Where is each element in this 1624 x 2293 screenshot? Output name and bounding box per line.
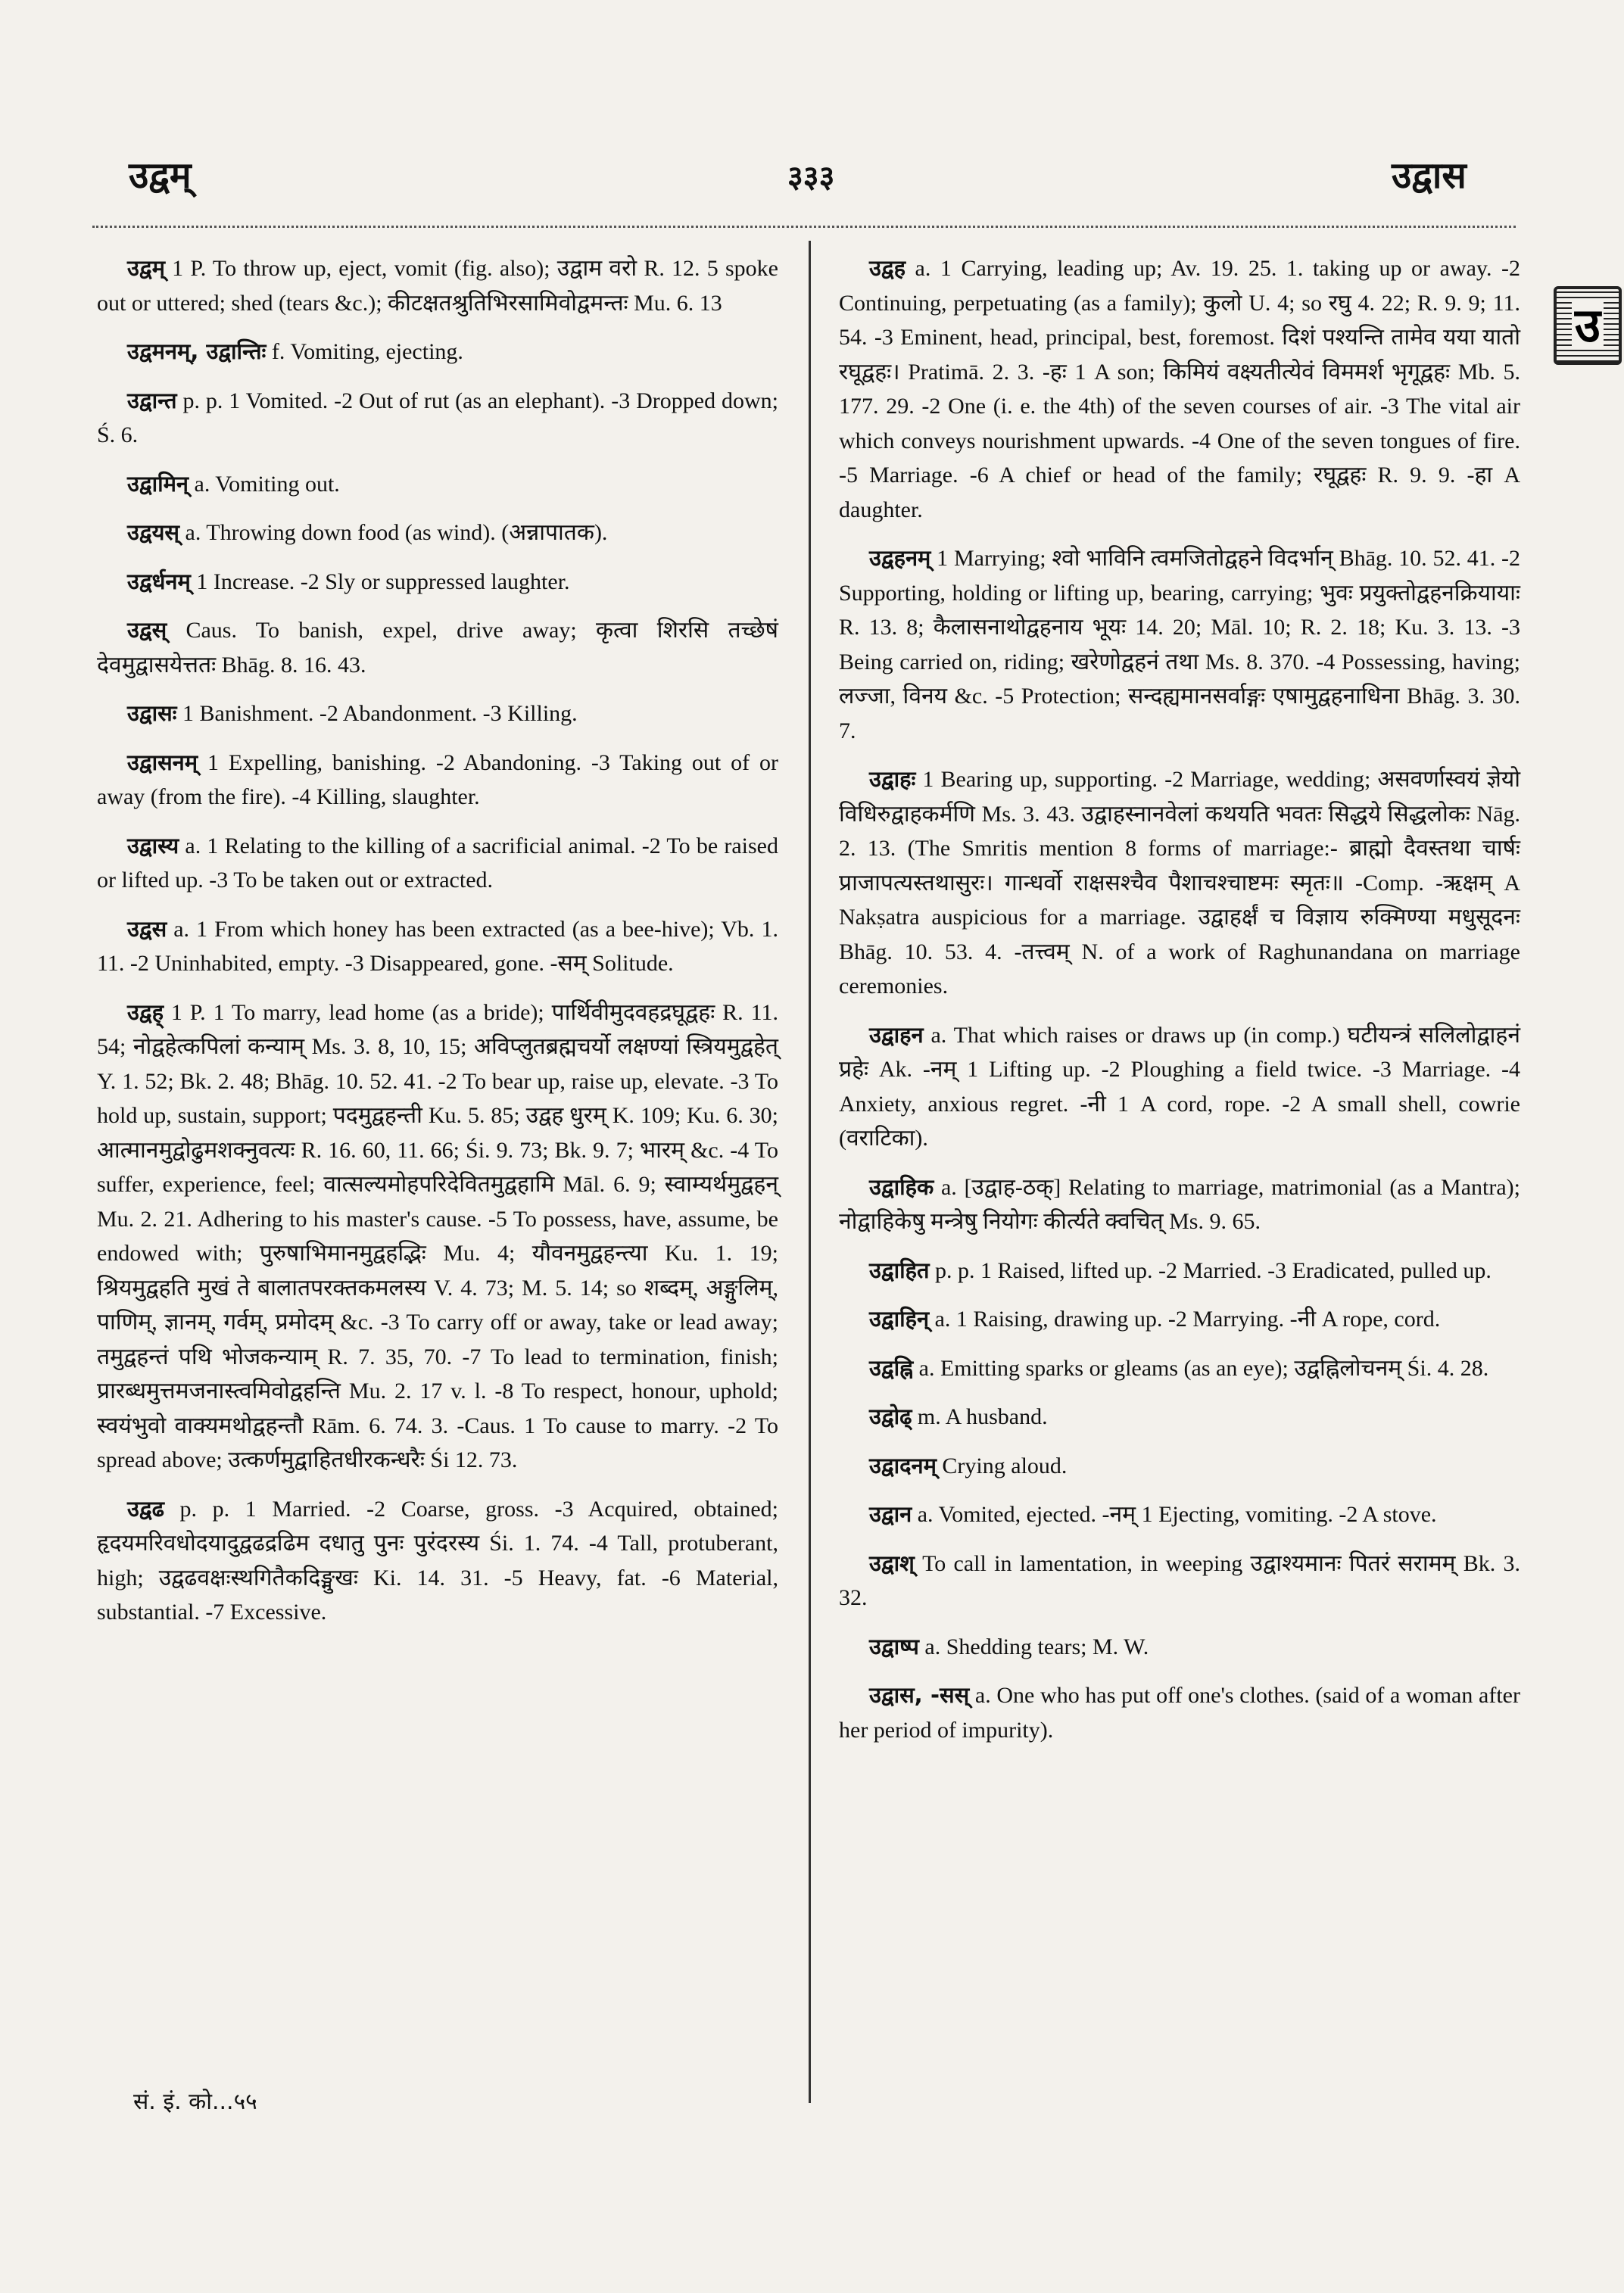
- thumb-index-letter: उ: [1572, 301, 1604, 350]
- dictionary-entry: [97, 746, 778, 815]
- entry-headword: उद्वह: [869, 255, 906, 281]
- dictionary-entry: [97, 829, 778, 898]
- column-divider: [809, 241, 811, 2103]
- dictionary-entry: [97, 251, 778, 320]
- dictionary-entry: [97, 696, 778, 731]
- header-rule: [92, 226, 1516, 228]
- entry-headword: उद्वस्: [127, 617, 167, 643]
- entry-definition: Crying aloud.: [936, 1453, 1068, 1478]
- dictionary-entry: [839, 1351, 1520, 1386]
- entry-definition: m. A husband.: [912, 1404, 1048, 1429]
- entry-headword: उद्वास, -सस्: [869, 1682, 970, 1708]
- entry-headword: उद्वादनम्: [869, 1452, 937, 1478]
- entry-definition: a. 1 Carrying, leading up; Av. 19. 25. 1. taking up or away. -2 Continuing, perpetuating (as a family); कुलो U. 4; so रघु 4. 22; R. 9. 9; 11. 54. -3 Eminent, head, principal, best, foremost. दिशं पश्यन्ति तामेव यया यातो रघूद्वहः। Pratimā. 2. 3. -हः 1 A son; किमियं वक्ष्यतीत्येवं विममर्श भृगूद्वहः Mb. 5. 177. 29. -2 One (i. e. the 4th) of the seven courses of air. -3 The vital air which conveys nourishment upwards. -4 One of the seven tongues of fire. -5 Marriage. -6 A chief or head of the family; रघूद्वहः R. 9. 9. -हा A daughter.: [839, 256, 1520, 522]
- dictionary-entry: [97, 613, 778, 682]
- dictionary-entry: [839, 1497, 1520, 1532]
- entry-definition: a. That which raises or draws up (in comp.) घटीयन्त्रं सलिलोद्वाहनं प्रहेः Ak. -नम् 1 Lifting up. -2 Ploughing a field twice. -3 Marriage. -4 Anxiety, anxious regret. -नी 1 A cord, rope. -2 A small shell, cowrie (वराटिका).: [839, 1022, 1520, 1151]
- dictionary-entry: [839, 1400, 1520, 1435]
- entry-definition: To call in lamentation, in weeping उद्वाश्यमानः पितरं सरामम् Bk. 3. 32.: [839, 1550, 1520, 1610]
- dictionary-entry: [97, 467, 778, 502]
- dictionary-entry: [97, 516, 778, 550]
- left-column: [97, 251, 778, 1644]
- entry-definition: a. Vomiting out.: [189, 471, 340, 497]
- dictionary-entry: [839, 1018, 1520, 1156]
- entry-headword: उद्वह्नि: [869, 1354, 914, 1381]
- dictionary-entry: [97, 335, 778, 369]
- running-head-right: उद्वास: [1392, 154, 1467, 197]
- entry-definition: a. 1 From which honey has been extracted (as a bee-hive); Vb. 1. 11. -2 Uninhabited, empty. -3 Disappeared, gone. -सम् Solitude.: [97, 916, 778, 976]
- entry-definition: p. p. 1 Married. -2 Coarse, gross. -3 Acquired, obtained; हृदयमरिवधोदयादुद्वढद्रढिम दधातु पुनः पुरंदरस्य Śi. 1. 74. -4 Tall, protuberant, high; उद्वढवक्षःस्थगितैकदिङ्मुखः Ki. 14. 31. -5 Heavy, fat. -6 Material, substantial. -7 Excessive.: [97, 1496, 778, 1625]
- entry-definition: a. Shedding tears; M. W.: [918, 1634, 1149, 1659]
- entry-definition: 1 Increase. -2 Sly or suppressed laughter.: [190, 569, 570, 594]
- entry-definition: p. p. 1 Vomited. -2 Out of rut (as an elephant). -3 Dropped down; Ś. 6.: [97, 388, 778, 447]
- entry-definition: Caus. To banish, expel, drive away; कृत्वा शिरसि तच्छेषं देवमुद्वासयेत्ततः Bhāg. 8. 16. 43.: [97, 618, 778, 678]
- dictionary-entry: [839, 541, 1520, 748]
- entry-headword: उद्वान्त: [127, 387, 177, 413]
- entry-headword: उद्वयस्: [127, 519, 179, 545]
- entry-definition: 1 P. 1 To marry, lead home (as a bride); पार्थिवीमुदवहद्रघूद्वहः R. 11. 54; नोद्वहेत्कपिलां कन्याम् Ms. 3. 8, 10, 15; अविप्लुतब्रह्मचर्यो लक्षण्यां स्त्रियमुद्वहेत् Y. 1. 52; Bk. 2. 48; Bhāg. 10. 52. 41. -2 To bear up, raise up, elevate. -3 To hold up, sustain, support; पदमुद्वहन्ती Ku. 5. 85; उद्वह धुरम् K. 109; Ku. 6. 30; आत्मानमुद्वोढुमशक्नुवत्यः R. 16. 60, 11. 66; Śi. 9. 73; Bk. 9. 7; भारम् &c. -4 To suffer, experience, feel; वात्सल्यमोहपरिदेवितमुद्वहामि Māl. 6. 9; स्वाम्यर्थमुद्वहन् Mu. 2. 21. Adhering to his master's cause. -5 To possess, have, assume, be endowed with; पुरुषाभिमानमुद्वहद्भिः Mu. 4; यौवनमुद्वहन्त्या Ku. 1. 19; श्रियमुद्वहति मुखं ते बालातपरक्तकमलस्य V. 4. 73; M. 5. 14; so शब्दम्, अङ्गुलिम्, पाणिम्, ज्ञानम्, गर्वम्, प्रमोदम् &c. -3 To carry off or away, take or lead away; तमुद्वहन्तं पथि भोजकन्याम् R. 7. 35, 70. -7 To lead to termination, finish; प्रारब्धमुत्तमजनास्त्वमिवोद्वहन्ति Mu. 2. 17 v. l. -8 To respect, honour, uphold; स्वयंभुवो वाक्यमथोद्वहन्तौ Rām. 6. 74. 3. -Caus. 1 To cause to marry. -2 To spread above; उत्कर्णमुद्वाहितधीरकन्धरैः Śi 12. 73.: [97, 999, 778, 1472]
- entry-headword: उद्वस: [127, 915, 167, 942]
- entry-definition: 1 Expelling, banishing. -2 Abandoning. -3 Taking out of or away (from the fire). -4 Killing, slaughter.: [97, 749, 778, 809]
- dictionary-entry: [839, 1170, 1520, 1239]
- entry-headword: उद्वाहन: [869, 1021, 924, 1048]
- entry-definition: a. Emitting sparks or gleams (as an eye); उद्वह्निलोचनम् Śi. 4. 28.: [913, 1355, 1489, 1381]
- entry-headword: उद्वाहिन्: [869, 1306, 930, 1332]
- entry-headword: उद्वहनम्: [869, 545, 931, 571]
- thumb-index-tab: [1554, 286, 1622, 365]
- dictionary-entry: [839, 762, 1520, 1004]
- entry-definition: a. Throwing down food (as wind). (अन्नापातक).: [179, 520, 608, 545]
- entry-definition: a. 1 Raising, drawing up. -2 Marrying. -नी A rope, cord.: [929, 1307, 1441, 1332]
- entry-definition: a. 1 Relating to the killing of a sacrificial animal. -2 To be raised or lifted up. -3 To be taken out or extracted.: [97, 833, 778, 893]
- entry-headword: उद्वामिन्: [127, 470, 189, 497]
- entry-headword: उद्वाहित: [869, 1257, 930, 1283]
- dictionary-entry: [839, 1547, 1520, 1615]
- page-number: ३३३: [787, 159, 835, 195]
- dictionary-entry: [97, 565, 778, 600]
- footer-signature: सं. इं. को...५५: [133, 2089, 257, 2115]
- dictionary-entry: [839, 1678, 1520, 1747]
- entry-headword: उद्वाहः: [869, 766, 916, 792]
- right-column: [839, 251, 1520, 1762]
- entry-definition: f. Vomiting, ejecting.: [266, 339, 463, 364]
- entry-headword: उद्वाश्: [869, 1550, 915, 1576]
- dictionary-entry: [97, 384, 778, 453]
- entry-definition: 1 P. To throw up, eject, vomit (fig. also); उद्वाम वरो R. 12. 5 spoke out or uttered; shed (tears &c.); कीटक्षतश्रुतिभिरसामिवोद्वमन्तः Mu. 6. 13: [97, 256, 778, 316]
- entry-headword: उद्वासनम्: [127, 749, 198, 775]
- dictionary-entry: [839, 1630, 1520, 1665]
- entry-definition: 1 Bearing up, supporting. -2 Marriage, wedding; असवर्णास्वयं ज्ञेयो विधिरुद्वाहकर्मणि Ms. 3. 43. उद्वाहस्नानवेलां कथयति भवतः सिद्धये सिद्धलोकः Nāg. 2. 13. (The Smritis mention 8 forms of marriage:- ब्राह्मो दैवस्तथा चार्षः प्राजापत्यस्तथासुरः। गान्धर्वो राक्षसश्चैव पैशाचश्चाष्टमः स्मृतः॥ -Comp. -ऋक्षम् A Nakṣatra auspicious for a marriage. उद्वाहर्क्षं च विज्ञाय रुक्मिण्या मधुसूदनः Bhāg. 10. 53. 4. -तत्त्वम् N. of a work of Raghunandana on marriage ceremonies.: [839, 767, 1520, 999]
- entry-headword: उद्वमनम्, उद्वान्तिः: [127, 338, 267, 364]
- entry-headword: उद्वासः: [127, 700, 177, 726]
- entry-definition: a. Vomited, ejected. -नम् 1 Ejecting, vomiting. -2 A stove.: [912, 1502, 1437, 1527]
- dictionary-entry: [97, 1492, 778, 1630]
- dictionary-entry: [839, 1449, 1520, 1484]
- entry-headword: उद्वाष्प: [869, 1633, 919, 1659]
- dictionary-entry: [839, 1302, 1520, 1337]
- entry-definition: a. One who has put off one's clothes. (said of a woman after her period of impurity).: [839, 1683, 1520, 1743]
- entry-headword: उद्वह्: [127, 999, 164, 1025]
- entry-headword: उद्वर्धनम्: [127, 568, 191, 594]
- running-head-left: उद्वम्: [129, 154, 192, 197]
- entry-headword: उद्वढ: [127, 1495, 164, 1522]
- entry-definition: 1 Marrying; श्वो भाविनि त्वमजितोद्वहने विदर्भान् Bhāg. 10. 52. 41. -2 Supporting, holding or lifting up, bearing, carrying; भुवः प्रयुक्तोद्वहनक्रियायाः R. 13. 8; कैलासनाथोद्वहनाय भूयः 14. 20; Māl. 10; R. 2. 18; Ku. 3. 13. -3 Being carried on, riding; खरेणोद्वहनं तथा Ms. 8. 370. -4 Possessing, having; लज्जा, विनय &c. -5 Protection; सन्दह्यमानसर्वाङ्गः एषामुद्वहनाधिना Bhāg. 3. 30. 7.: [839, 546, 1520, 743]
- entry-headword: उद्वास्य: [127, 832, 179, 858]
- entry-headword: उद्वोढ्: [869, 1404, 912, 1429]
- entry-headword: उद्वम्: [127, 255, 165, 281]
- entry-definition: a. [उद्वाह-ठक्] Relating to marriage, matrimonial (as a Mantra); नोद्वाहिकेषु मन्त्रेषु नियोगः कीर्त्यते क्वचित् Ms. 9. 65.: [839, 1174, 1520, 1234]
- entry-headword: उद्वान: [869, 1501, 912, 1527]
- entry-headword: उद्वाहिक: [869, 1173, 934, 1200]
- dictionary-entry: [97, 912, 778, 981]
- dictionary-entry: [839, 1254, 1520, 1288]
- dictionary-entry: [97, 995, 778, 1478]
- entry-definition: p. p. 1 Raised, lifted up. -2 Married. -3 Eradicated, pulled up.: [929, 1257, 1492, 1283]
- dictionary-entry: [839, 251, 1520, 527]
- entry-definition: 1 Banishment. -2 Abandonment. -3 Killing.: [176, 701, 578, 726]
